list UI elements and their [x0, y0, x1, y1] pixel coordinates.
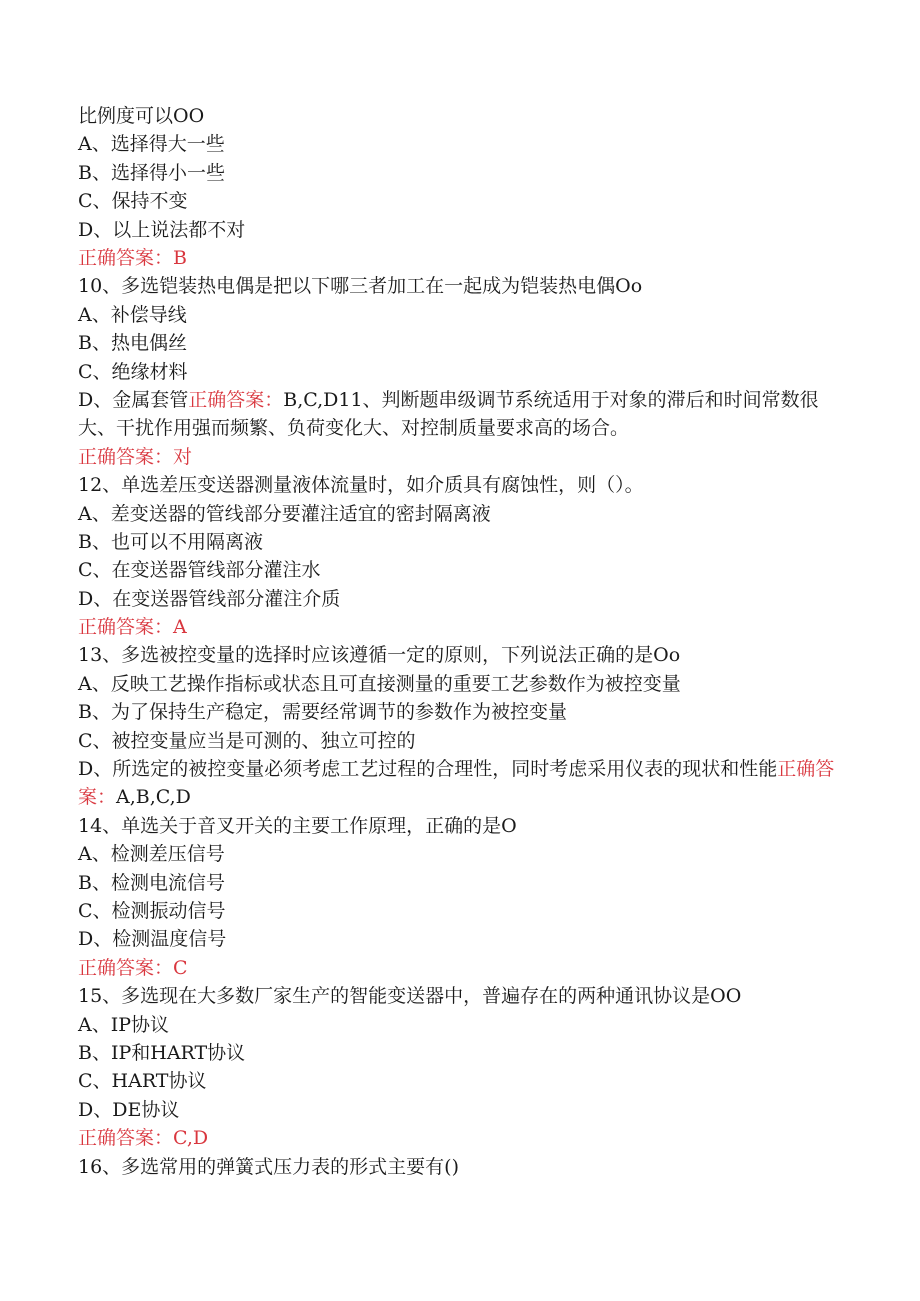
q9-option-b: B、选择得小一些 [78, 161, 225, 184]
q13-option-d-and-answer [78, 755, 838, 812]
q15-option-b: B、IP和HART协议 [78, 1041, 246, 1064]
q9-option-c: C、保持不变 [78, 190, 188, 213]
q12-option-b: B、也可以不用隔离液 [78, 530, 263, 553]
q10-option-c: C、绝缘材料 [78, 360, 188, 383]
q15-stem: 15、多选现在大多数厂家生产的智能变送器中，普遍存在的两种通讯协议是OO [78, 985, 742, 1008]
q15-option-d: D、DE协议 [78, 1098, 180, 1121]
q16-stem: 16、多选常用的弹簧式压力表的形式主要有() [78, 1155, 460, 1178]
q9-stem-tail: 比例度可以OO [78, 105, 205, 127]
q15-option-c: C、HART协议 [78, 1070, 207, 1093]
q12-option-c: C、在变送器管线部分灌注水 [78, 559, 321, 582]
q14-option-c: C、检测振动信号 [78, 900, 226, 922]
q14-stem: 14、单选关于音叉开关的主要工作原理，正确的是O [78, 814, 517, 837]
q13-answer-value: A,B,C,D [116, 786, 191, 809]
q10-stem: 10、多选铠装热电偶是把以下哪三者加工在一起成为铠装热电偶Oo [78, 275, 643, 298]
q13-answer-label: 正确答案： [78, 758, 835, 809]
q9-answer: 正确答案：B [78, 246, 187, 269]
q13-option-c: C、被控变量应当是可测的、独立可控的 [78, 729, 416, 752]
q10-option-a: A、补偿导线 [78, 303, 187, 326]
q10-option-d: D、金属套管 [78, 388, 189, 411]
q12-option-d: D、在变送器管线部分灌注介质 [78, 587, 341, 610]
q14-option-a: A、检测差压信号 [78, 843, 225, 866]
q10-answer-and-q11-stem: B,C,D11、判断题串级调节系统适用于对象的滞后和时间常数很大、干扰作用强而频繁、负荷变化大、对控制质量要求高的场合。 [78, 388, 819, 440]
q14-answer: 正确答案：C [78, 956, 188, 979]
q15-answer: 正确答案：C,D [78, 1127, 209, 1150]
q15-option-a: A、IP协议 [78, 1013, 170, 1036]
q10-option-d-and-q11 [78, 386, 838, 443]
q10-answer-label: 正确答案： [188, 388, 284, 411]
q13-stem: 13、多选被控变量的选择时应该遵循一定的原则，下列说法正确的是Oo [78, 644, 681, 667]
q10-option-b: B、热电偶丝 [78, 332, 187, 355]
q12-option-a: A、差变送器的管线部分要灌注适宜的密封隔离液 [78, 502, 491, 525]
q14-option-d: D、检测温度信号 [78, 928, 227, 951]
q12-answer: 正确答案：A [78, 616, 187, 639]
q13-option-d: D、所选定的被控变量必须考虑工艺过程的合理性，同时考虑采用仪表的现状和性能 [78, 758, 778, 781]
q14-option-b: B、检测电流信号 [78, 871, 225, 894]
q9-option-d: D、以上说法都不对 [78, 218, 246, 241]
q13-option-b: B、为了保持生产稳定，需要经常调节的参数作为被控变量 [78, 701, 567, 724]
q11-answer: 正确答案：对 [78, 445, 193, 468]
q9-option-a: A、选择得大一些 [78, 133, 225, 156]
q13-option-a: A、反映工艺操作指标或状态且可直接测量的重要工艺参数作为被控变量 [78, 672, 681, 695]
q12-stem: 12、单选差压变送器测量液体流量时，如介质具有腐蚀性，则（）。 [78, 474, 644, 497]
question-list [78, 102, 838, 1181]
